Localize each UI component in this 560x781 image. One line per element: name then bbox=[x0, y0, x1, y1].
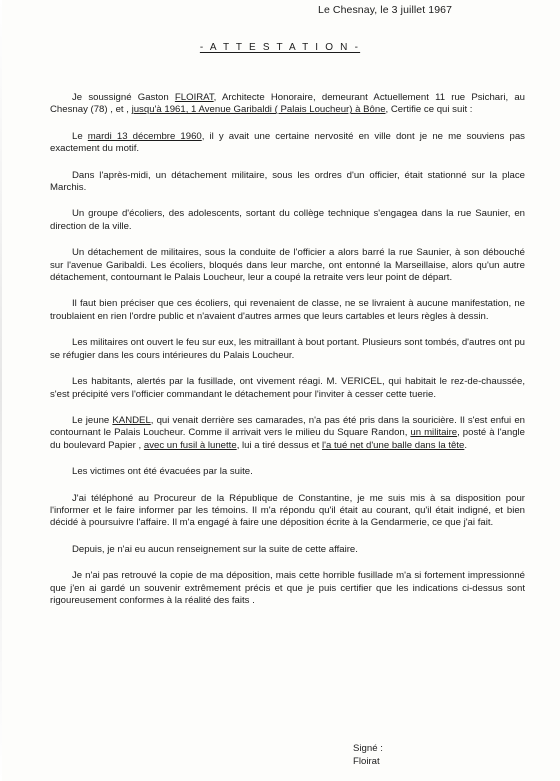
signature-name: Floirat bbox=[353, 756, 380, 767]
paragraph bbox=[50, 570, 525, 607]
underlined-text: KANDEL bbox=[112, 414, 151, 426]
paragraph-text: J'ai téléphoné au Procureur de la République de Constantine, je me suis mis à sa disposition pour l'informer et le faire informer par les témoins. Il m'a répondu qu'il était au courant, qu'il était indigné, et bien décidé à poursuivre l'affaire. Il m'a engagé à faire une déposition écrite à la Gendarmerie, ce que j'ai fait. bbox=[50, 492, 525, 529]
paragraph-text: Un détachement de militaires, sous la conduite de l'officier a alors barré la rue Saunier, à son débouché sur l'avenue Garibaldi. Les écoliers, bloqués dans leur marche, ont entonné la Marseillaise, alors qu'un autre détachement, contournant le Palais Loucheur, leur a coupé la retraite vers leur point de départ. bbox=[50, 247, 525, 284]
underlined-text: mardi 13 décembre 1960 bbox=[87, 130, 202, 142]
paragraph-text: Le bbox=[72, 130, 88, 142]
underlined-text: jusqu'à 1961, 1 Avenue Garibaldi ( Palais Loucheur) à Bône bbox=[131, 104, 386, 116]
paragraph bbox=[50, 170, 525, 195]
paragraph-text: , posté à l'angle du boulevard Papier , bbox=[50, 427, 525, 451]
paragraph-text: Depuis, je n'ai eu aucun renseignement sur la suite de cette affaire. bbox=[72, 543, 358, 555]
paragraph-text: Le jeune bbox=[72, 414, 113, 426]
paragraph-text: Dans l'après-midi, un détachement militaire, sous les ordres d'un officier, était stationné sur la place Marchis. bbox=[50, 169, 525, 194]
paragraph bbox=[50, 92, 525, 117]
document-title bbox=[0, 42, 560, 53]
paragraph-text: , qui venait derrière ses camarades, n'a pas été pris dans la souricière. Il s'est enfui en contournant le Palais Loucheur. Comme il arrivait vers le milieu du Square Randon, bbox=[50, 414, 525, 439]
paragraph-text: . bbox=[464, 439, 468, 451]
document-body bbox=[50, 92, 525, 621]
paragraph bbox=[50, 208, 525, 233]
paragraph bbox=[50, 466, 525, 478]
underlined-text: FLOIRAT bbox=[174, 92, 214, 103]
paragraph bbox=[50, 544, 525, 556]
paragraph-text: Je n'ai pas retrouvé la copie de ma déposition, mais cette horrible fusillade m'a si fortement impressionné que j'en ai gardé un souvenir extrêmement précis et que je puis certifier que les indications ci-dessus sont rigoureusement conformes à la réalité des faits . bbox=[50, 570, 525, 606]
paragraph bbox=[50, 415, 525, 452]
scan-edge bbox=[0, 0, 2, 781]
signature-block bbox=[353, 742, 383, 768]
paragraph-text: Les victimes ont été évacuées par la suite. bbox=[72, 466, 253, 478]
paragraph bbox=[50, 493, 525, 530]
paragraph-text: Les habitants, alertés par la fusillade, ont vivement réagi. M. VERICEL, qui habitait le rez-de-chaussée, s'est précipité vers l'officier commandant le détachement pour l'inviter à cesser cette tuerie. bbox=[50, 376, 525, 400]
paragraph-text: , lui a tiré dessus et bbox=[236, 439, 323, 451]
paragraph-text: Je soussigné Gaston bbox=[72, 92, 175, 103]
underlined-text: avec un fusil à lunette bbox=[143, 439, 237, 451]
paragraph bbox=[50, 298, 525, 323]
underlined-text: un militaire bbox=[410, 427, 458, 439]
paragraph-text: Un groupe d'écoliers, des adolescents, sortant du collège technique s'engagea dans la rue Saunier, en direction de la ville. bbox=[50, 208, 525, 232]
paragraph-text: , Certifie ce qui suit : bbox=[385, 104, 473, 116]
paragraph bbox=[50, 337, 525, 362]
paragraph bbox=[50, 247, 525, 284]
paragraph-text: , il y avait une certaine nervosité en ville dont je ne me souviens pas exactement du motif. bbox=[50, 130, 525, 155]
paragraph-text: Il faut bien préciser que ces écoliers, qui revenaient de classe, ne se livraient à aucune manifestation, ne troublaient en rien l'ordre public et n'avaient d'autres armes que leurs cartables et leurs règles à dessin. bbox=[50, 298, 525, 322]
title-text: - A T T E S T A T I O N - bbox=[199, 42, 361, 53]
underlined-text: l'a tué net d'une balle dans la tête bbox=[322, 439, 465, 451]
signature-label: Signé : bbox=[353, 743, 383, 754]
paragraph bbox=[50, 376, 525, 401]
paragraph-text: Les militaires ont ouvert le feu sur eux, les mitraillant à bout portant. Plusieurs sont tombés, d'autres ont pu se réfugier dans les cours intérieures du Palais Loucheur. bbox=[50, 337, 525, 361]
document-date: Le Chesnay, le 3 juillet 1967 bbox=[318, 4, 453, 16]
paragraph-text: , Architecte Honoraire, demeurant Actuellement 11 rue Psichari, au Chesnay (78) , et , bbox=[50, 92, 525, 116]
paragraph bbox=[50, 131, 525, 156]
